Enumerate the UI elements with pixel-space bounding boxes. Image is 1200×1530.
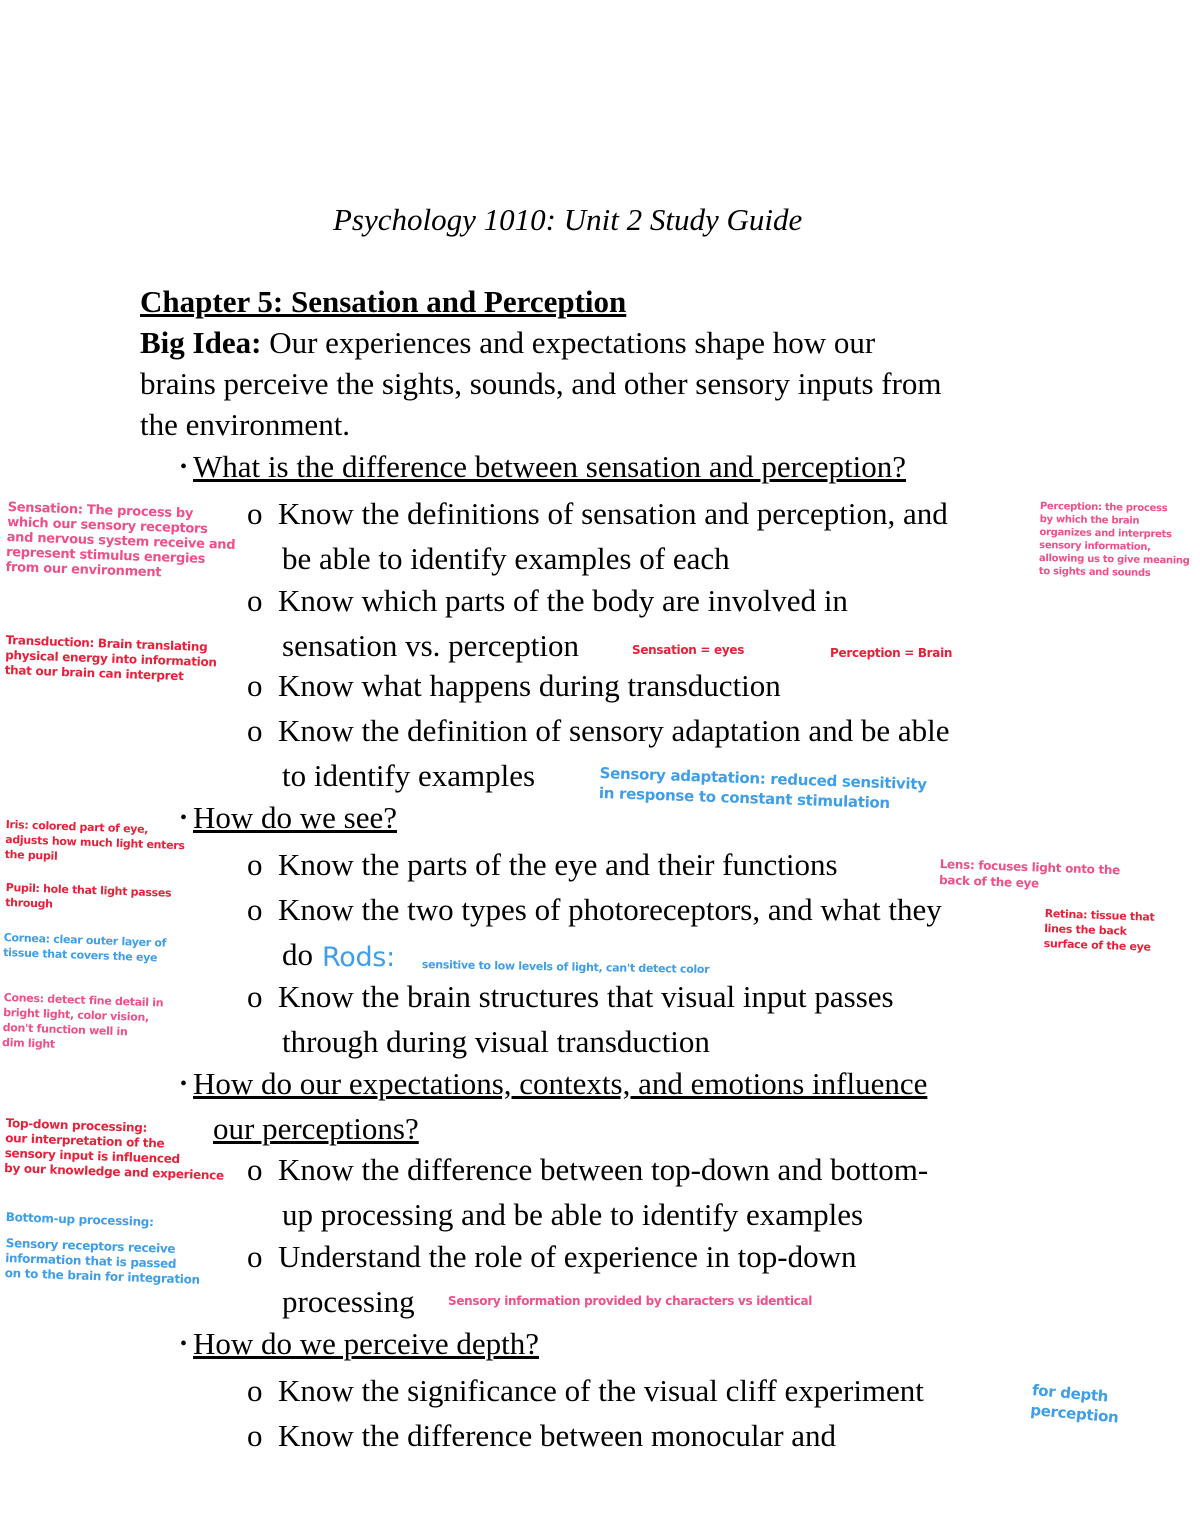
- list-item-text: Know the difference between monocular and: [278, 1418, 837, 1453]
- list-item: [247, 581, 848, 621]
- list-item-continuation: do: [282, 937, 313, 972]
- sub-bullet: o: [247, 583, 263, 618]
- note-bottom-up-title: Bottom-up processing:: [5, 1210, 154, 1230]
- question-1-text: What is the difference between sensation and perception?: [193, 449, 907, 484]
- list-item-text: Understand the role of experience in top-down: [278, 1239, 857, 1274]
- note-perception-definition: Perception: the process by which the brain organizes and interprets sensory information, allowing us to give meaning to sights and sounds: [1038, 500, 1190, 579]
- list-item-continuation: sensation vs. perception: [282, 628, 580, 663]
- list-item-continuation: to identify examples: [282, 758, 536, 793]
- big-idea-label: Big Idea:: [140, 325, 262, 360]
- list-item-text: Know the definitions of sensation and perception, and: [278, 496, 948, 531]
- list-item-text: Know the brain structures that visual input passes: [278, 979, 894, 1014]
- note-depth-perception: for depth perception: [1029, 1380, 1120, 1427]
- list-item: [247, 977, 894, 1017]
- note-experience: Sensory information provided by characters vs identical: [448, 1294, 813, 1308]
- note-sensation-eyes: Sensation = eyes: [632, 643, 745, 657]
- sub-bullet: o: [247, 713, 263, 748]
- note-lens: Lens: focuses light onto the back of the eye: [938, 856, 1121, 891]
- list-item: [247, 890, 942, 930]
- question-3: [180, 1064, 927, 1104]
- big-idea-line-3: the environment.: [140, 407, 351, 442]
- sub-bullet: o: [247, 1373, 263, 1408]
- chapter-heading: Chapter 5: Sensation and Perception: [140, 284, 627, 319]
- sub-bullet: o: [247, 668, 263, 703]
- note-sensory-adaptation: Sensory adaptation: reduced sensitivity in response to constant stimulation: [598, 763, 927, 813]
- list-item-continuation: through during visual transduction: [282, 1024, 710, 1059]
- list-item: [247, 845, 838, 885]
- list-item: [247, 1237, 856, 1277]
- list-item-text: Know the definition of sensory adaptation and be able: [278, 713, 950, 748]
- sub-bullet: o: [247, 847, 263, 882]
- sub-bullet: o: [247, 1418, 263, 1453]
- note-pupil: Pupil: hole that light passes through: [4, 880, 172, 911]
- sub-bullet: o: [247, 496, 263, 531]
- big-idea-line-2: brains perceive the sights, sounds, and other sensory inputs from: [140, 366, 942, 401]
- question-2-text: How do we see?: [193, 800, 398, 835]
- list-item-text: Know which parts of the body are involved in: [278, 583, 848, 618]
- list-item-text: Know the two types of photoreceptors, and what they: [278, 892, 942, 927]
- list-item-continuation: up processing and be able to identify examples: [282, 1197, 864, 1232]
- note-top-down-processing: Top-down processing: our interpretation of the sensory input is influenced by our knowledge and experience: [3, 1116, 225, 1183]
- list-item: [247, 711, 949, 751]
- note-iris: Iris: colored part of eye, adjusts how much light enters the pupil: [4, 817, 185, 863]
- sub-bullet: o: [247, 1239, 263, 1274]
- list-item-continuation: be able to identify examples of each: [282, 541, 730, 576]
- page-title: Psychology 1010: Unit 2 Study Guide: [333, 202, 803, 237]
- note-rods-definition: sensitive to low levels of light, can't detect color: [421, 957, 710, 977]
- question-3-continuation: our perceptions?: [213, 1111, 419, 1146]
- question-2: [180, 798, 397, 838]
- bullet: •: [180, 1073, 188, 1095]
- bullet: •: [180, 456, 188, 478]
- list-item: [247, 1150, 928, 1190]
- list-item: [247, 1371, 924, 1411]
- big-idea-text-1: Our experiences and expectations shape how our: [261, 325, 876, 360]
- sub-bullet: o: [247, 1152, 263, 1187]
- bullet: •: [180, 1333, 188, 1355]
- question-1: [180, 447, 906, 487]
- list-item: [247, 494, 948, 534]
- list-item-text: Know the parts of the eye and their functions: [278, 847, 838, 882]
- sub-bullet: o: [247, 892, 263, 927]
- bullet: •: [180, 807, 188, 829]
- question-4-text: How do we perceive depth?: [193, 1326, 540, 1361]
- question-3-text: How do our expectations, contexts, and emotions influence: [193, 1066, 928, 1101]
- big-idea-line-1: [140, 323, 875, 363]
- note-cones: Cones: detect fine detail in bright light, color vision, don't function well in dim light: [1, 990, 164, 1051]
- sub-bullet: o: [247, 979, 263, 1014]
- list-item: [247, 666, 781, 706]
- list-item-text: Know the difference between top-down and bottom-: [278, 1152, 929, 1187]
- note-cornea: Cornea: clear outer layer of tissue that covers the eye: [2, 930, 167, 965]
- list-item-text: Know what happens during transduction: [278, 668, 781, 703]
- list-item-text: Know the significance of the visual cliff experiment: [278, 1373, 924, 1408]
- note-bottom-up-definition: Sensory receptors receive information that is passed on to the brain for integration: [4, 1236, 201, 1287]
- list-item: [247, 1416, 836, 1456]
- note-perception-brain: Perception = Brain: [830, 646, 953, 660]
- note-sensation-definition: Sensation: The process by which our sensory receptors and nervous system receive and represent stimulus energies from our environment: [5, 500, 236, 581]
- note-rods-label: Rods:: [322, 942, 395, 973]
- question-4: [180, 1324, 539, 1364]
- note-transduction-definition: Transduction: Brain translating physical energy into information that our brain can interpret: [4, 633, 217, 684]
- note-retina: Retina: tissue that lines the back surface of the eye: [1043, 906, 1155, 954]
- list-item-continuation: processing: [282, 1284, 415, 1319]
